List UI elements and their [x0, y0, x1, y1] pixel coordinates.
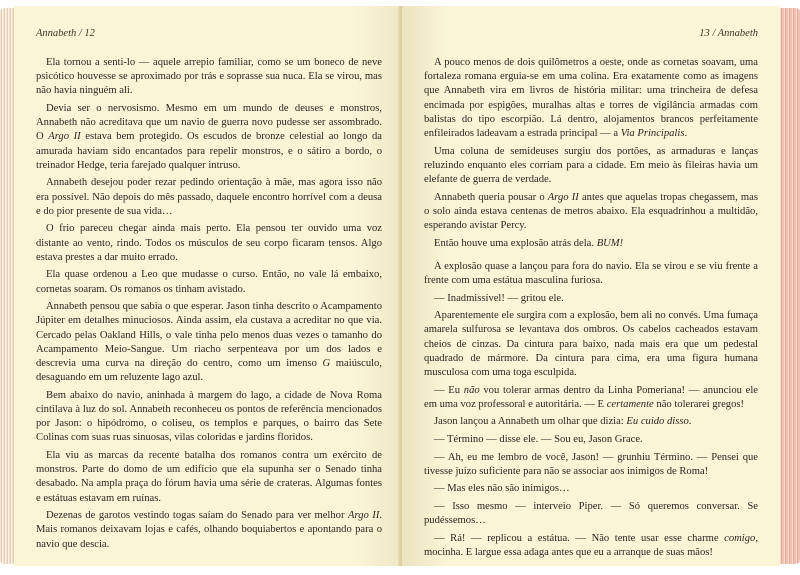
text-run: Ela viu as marcas da recente batalha dos romanos contra um exército de monstros. Parte do domo de um edifício que ela supunha ser o Senado tinha desabado. Na ampla praça do fórum havia uma série de crateras. Algumas fontes e estátuas estavam em ruínas. [36, 450, 382, 504]
italic-run: Via Principalis [620, 128, 685, 140]
paragraph [424, 451, 758, 479]
italic-run: BUM! [596, 237, 624, 249]
paragraph [424, 415, 758, 429]
text-run: . [684, 128, 688, 140]
paragraph [424, 384, 758, 412]
text-run: — Término — disse ele. — Sou eu, Jason Grace. [434, 434, 643, 445]
text-run: A explosão quase a lançou para fora do navio. Ela se virou e se viu frente a frente com uma estátua masculina furiosa. [424, 260, 758, 287]
italic-run: comigo [724, 532, 756, 544]
text-run: A pouco menos de dois quilômetros a oeste, onde as cornetas soavam, uma fortaleza romana erguia-se em uma colina. Era exatamente como as imagens que Annabeth vira em livros de história militar: uma trincheira de defesa encimada por espigões, muralhas altas e torres de vigilância armadas com balistas do tipo escorpião. Lá dentro, alojamentos brancos perfeitamente enfileirados ladeavam a estrada principal — a [424, 57, 758, 140]
text-run: estava bem protegido. Os escudos de bronze celestial ao longo da amurada haviam sido encantados para repelir monstros, e o sátiro a bordo, o treinador Hedge, teria farejado qualquer intruso. [36, 131, 382, 171]
right-page-body [424, 56, 758, 560]
paragraph [424, 292, 758, 306]
text-run: — Inadmissível! — gritou ele. [434, 292, 564, 304]
text-run: Ela tornou a senti-lo — aquele arrepio familiar, como se um boneco de neve psicótico houvesse se aproximado por trás e soprasse sua nuca. Ela se virou, mas não havia ninguém ali. [36, 57, 382, 97]
paragraph [36, 102, 382, 173]
text-run: antes que aquelas tropas chegassem, mas o solo ainda estava centenas de metros abaixo. Ela esquadrinhou a multidão, esperando avistar Percy. [424, 191, 758, 232]
paragraph [424, 145, 758, 188]
italic-run: G [322, 358, 331, 370]
text-run: — Ah, eu me lembro de você, Jason! — grunhiu Término. — Pensei que tivesse juízo suficiente para não se associar aos inimigos de Roma! [424, 451, 758, 477]
text-run: Annabeth pensou que sabia o que esperar. Jason tinha descrito o Acampamento Júpiter em detalhes minuciosos. Ainda assim, ela custava a acreditar no que via. Cercado pelas Oakland Hills, o vale tinha pelo menos duas vezes o tamanho do Acampamento Meio-Sangue. Um riacho serpenteava por um dos lados e descrevia uma curva na direção do centro, como um imenso [36, 301, 382, 370]
text-run: Ela quase ordenou a Leo que mudasse o curso. Então, no vale lá embaixo, cornetas soaram. Os romanos os tinham avistado. [36, 269, 382, 295]
text-run: Dezenas de garotos vestindo togas saíam do Senado para ver melhor [46, 510, 348, 522]
paragraph [36, 300, 382, 385]
paragraph [424, 237, 758, 251]
text-run: Uma coluna de semideuses surgiu dos portões, as armaduras e lanças reluzindo enquanto eles corriam para a cidade. Em meio às fileiras havia um elefante de guerra de verdade. [424, 145, 758, 186]
paragraph [424, 191, 758, 234]
paragraph [36, 268, 382, 296]
paragraph [36, 56, 382, 99]
italic-run: Argo II [547, 191, 579, 203]
text-run: Aparentemente ele surgira com a explosão, bem ali no convés. Uma fumaça amarela sulfurosa se levantava dos ombros. Os cabelos cacheados estavam cheios de cinzas. Da cintura para baixo, nada mais era que um pedestal quadrado de mármore. Da cintura para cima, era uma figura humana musculosa com uma toga esculpida. [424, 310, 758, 379]
text-run: . Mais romanos deixavam lojas e cafés, olhando boquiabertos e apontando para o navio que descia. [36, 510, 382, 550]
italic-run: não [463, 384, 480, 396]
right-page [402, 6, 780, 566]
paragraph [424, 532, 758, 560]
italic-run: Argo II [48, 131, 81, 143]
paragraph [36, 509, 382, 552]
paragraph [424, 260, 758, 288]
left-page [14, 6, 402, 566]
italic-run: Argo II [348, 510, 380, 522]
text-run: Bem abaixo do navio, aninhada à margem do lago, a cidade de Nova Roma cintilava à luz do sol. Annabeth reconheceu os pontos de referência mencionados por Jason: o hipódromo, o coliseu, os templos e parques, o bairro das Sete Colinas com suas ruas sinuosas, vilas coloridas e jardins floridos. [36, 389, 382, 444]
text-run: não tolerarei gregos! [653, 398, 745, 410]
text-run: — Eu [434, 384, 464, 396]
paragraph [36, 222, 382, 265]
paragraph [36, 176, 382, 219]
left-running-head: Annabeth / 12 [36, 28, 95, 39]
paragraph [36, 449, 382, 506]
paragraph [36, 389, 382, 446]
text-run: Então houve uma explosão atrás dela. [434, 237, 597, 249]
italic-run: Eu cuido disso [626, 416, 689, 428]
text-run: , mocinha. E largue essa adaga antes que eu a arranque de suas mãos! [424, 532, 758, 558]
paragraph [424, 482, 758, 496]
text-run: — Mas eles não são inimigos… [434, 483, 570, 495]
text-run: Devia ser o nervosismo. Mesmo em um mundo de deuses e monstros, Annabeth não acreditava que um navio de guerra novo pudesse ser assombrado. O [36, 103, 382, 143]
paragraph [424, 309, 758, 380]
text-run: Annabeth queria pousar o [434, 191, 548, 203]
right-running-head: 13 / Annabeth [699, 28, 758, 39]
paragraph [424, 433, 758, 447]
paragraph [424, 500, 758, 528]
text-run: Jason lançou a Annabeth um olhar que dizia: [434, 416, 627, 428]
italic-run: certamente [606, 398, 654, 410]
paragraph [424, 56, 758, 141]
right-page-edges [778, 8, 800, 564]
text-run: Annabeth desejou poder rezar pedindo orientação à mãe, mas agora isso não era possível. Não depois do mês passado, daquele encontro horrível com a deusa e do pior presente de sua vida… [36, 177, 382, 217]
text-run: maiúsculo, desaguando em um reluzente lago azul. [36, 358, 383, 384]
text-run: — Rá! — replicou a estátua. — Não tente usar esse charme [434, 532, 725, 544]
text-run: O frio pareceu chegar ainda mais perto. Ela pensou ter ouvido uma voz distante ao vento, rindo. Todos os músculos de seu corpo ficaram tensos. Algo estava prestes a dar muito errado. [36, 223, 382, 263]
text-run: vou tolerar armas dentro da Linha Pomeriana! — anunciou ele em uma voz professoral e autoritária. — E [424, 384, 758, 410]
text-run: — Isso mesmo — interveio Piper. — Só queremos conversar. Se pudéssemos… [424, 500, 758, 527]
text-run: . [688, 416, 692, 428]
left-page-body [36, 56, 382, 552]
